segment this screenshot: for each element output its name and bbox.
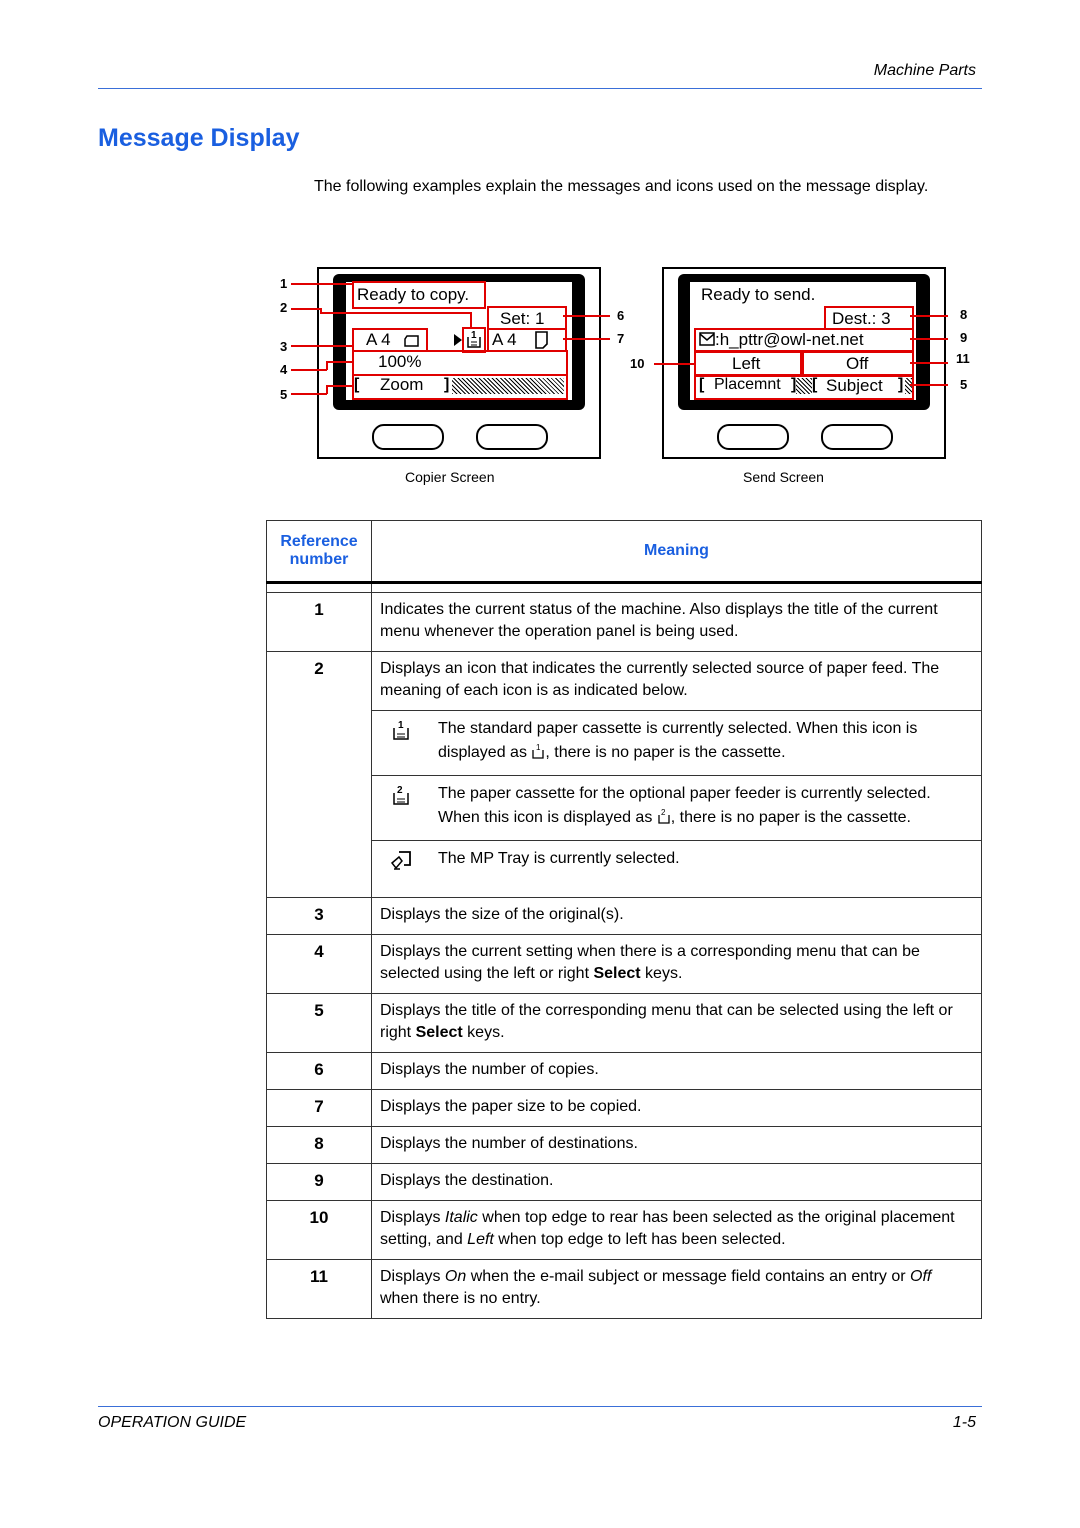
svg-text:2: 2 [660, 808, 666, 817]
table-row: 2 Displays an icon that indicates the currently selected source of paper feed. The meaning of each icon is as indicated below. 1 The standard paper cassette is currently selected. When this icon is displayed as 1 , there is no paper is the cassette. 2 The paper cassette for the optional paper feeder is currently selected. When this icon is displayed as 2 , there is no paper is the cassette. The MP Tray is currently selected. [267, 652, 982, 898]
mp-tray-icon [390, 849, 412, 871]
send-subject-state: Off [846, 354, 869, 373]
right-select-key [821, 424, 893, 450]
empty-cassette-icon [531, 743, 545, 759]
left-select-key [372, 424, 444, 450]
table-row: 3 Displays the size of the original(s). [267, 898, 982, 935]
callout-5: 5 [280, 387, 288, 402]
optional-cassette-icon [390, 784, 412, 806]
table-row: 7 Displays the paper size to be copied. [267, 1090, 982, 1127]
table-row: 8 Displays the number of destinations. [267, 1127, 982, 1164]
svg-text:2: 2 [397, 785, 403, 796]
callout-9: 9 [960, 330, 968, 345]
callout-4: 4 [280, 362, 288, 377]
page-title: Message Display [98, 124, 300, 152]
callout-3: 3 [280, 339, 288, 354]
col-reference: Reference number [267, 521, 372, 583]
callout-1: 1 [280, 276, 288, 291]
empty-optional-cassette-icon [657, 808, 671, 824]
copier-original-size: A 4 [366, 330, 391, 349]
sub-row-mp-tray: The MP Tray is currently selected. [372, 840, 981, 897]
send-status: Ready to send. [701, 285, 816, 304]
table-row: 11 Displays On when the e-mail subject or message field contains an entry or Off when there is no entry. [267, 1260, 982, 1319]
send-placement: Left [732, 354, 761, 373]
send-menu-left: Placemnt [714, 376, 781, 393]
table-row: 10 Displays Italic when top edge to rear has been selected as the original placement setting, and Left when top edge to left has been selected. [267, 1201, 982, 1260]
send-caption: Send Screen [743, 469, 824, 485]
copier-menu: Zoom [380, 375, 424, 394]
callout-6: 6 [617, 308, 625, 323]
svg-text:1: 1 [471, 330, 477, 341]
copier-paper-size: A 4 [492, 330, 517, 349]
callout-7: 7 [617, 331, 625, 346]
col-meaning: Meaning [372, 521, 982, 583]
header-rule [98, 88, 982, 89]
section-header: Machine Parts [873, 62, 976, 79]
callout-11: 11 [956, 351, 970, 366]
send-menu-right: Subject [826, 376, 883, 395]
page-number: 1-5 [952, 1414, 976, 1431]
svg-text:1: 1 [398, 720, 404, 731]
callout-5b: 5 [960, 377, 968, 392]
sub-row-optional-cassette: 2 The paper cassette for the optional paper feeder is currently selected. When this icon is displayed as 2 , there is no paper is the cassette. [372, 775, 981, 840]
callout-8: 8 [960, 307, 968, 322]
left-select-key [717, 424, 789, 450]
send-dest-count: Dest.: 3 [832, 309, 891, 328]
footer-rule [98, 1406, 982, 1407]
table-row: 6 Displays the number of copies. [267, 1053, 982, 1090]
table-row: 1 Indicates the current status of the machine. Also displays the title of the current menu whenever the operation panel is being used. [267, 593, 982, 652]
callout-2: 2 [280, 300, 288, 315]
svg-text:1: 1 [536, 743, 541, 752]
footer-guide-title: OPERATION GUIDE [98, 1414, 247, 1431]
copier-caption: Copier Screen [405, 469, 495, 485]
table-row: 5 Displays the title of the corresponding menu that can be selected using the left or right Select keys. [267, 994, 982, 1053]
callout-10: 10 [630, 356, 645, 371]
intro-text: The following examples explain the messages and icons used on the message display. [314, 178, 929, 195]
copier-set: Set: 1 [500, 309, 545, 328]
copier-setting: 100% [378, 352, 422, 371]
paper-cassette-icon [390, 719, 412, 741]
copier-status: Ready to copy. [357, 285, 470, 304]
sub-row-standard-cassette: 1 The standard paper cassette is currently selected. When this icon is displayed as 1 , there is no paper is the cassette. [372, 710, 981, 775]
right-select-key [476, 424, 548, 450]
table-row: 4 Displays the current setting when there is a corresponding menu that can be selected using the left or right Select keys. [267, 935, 982, 994]
send-address: :h_pttr@owl-net.net [715, 330, 864, 349]
reference-table [266, 520, 982, 1319]
table-row: 9 Displays the destination. [267, 1164, 982, 1201]
